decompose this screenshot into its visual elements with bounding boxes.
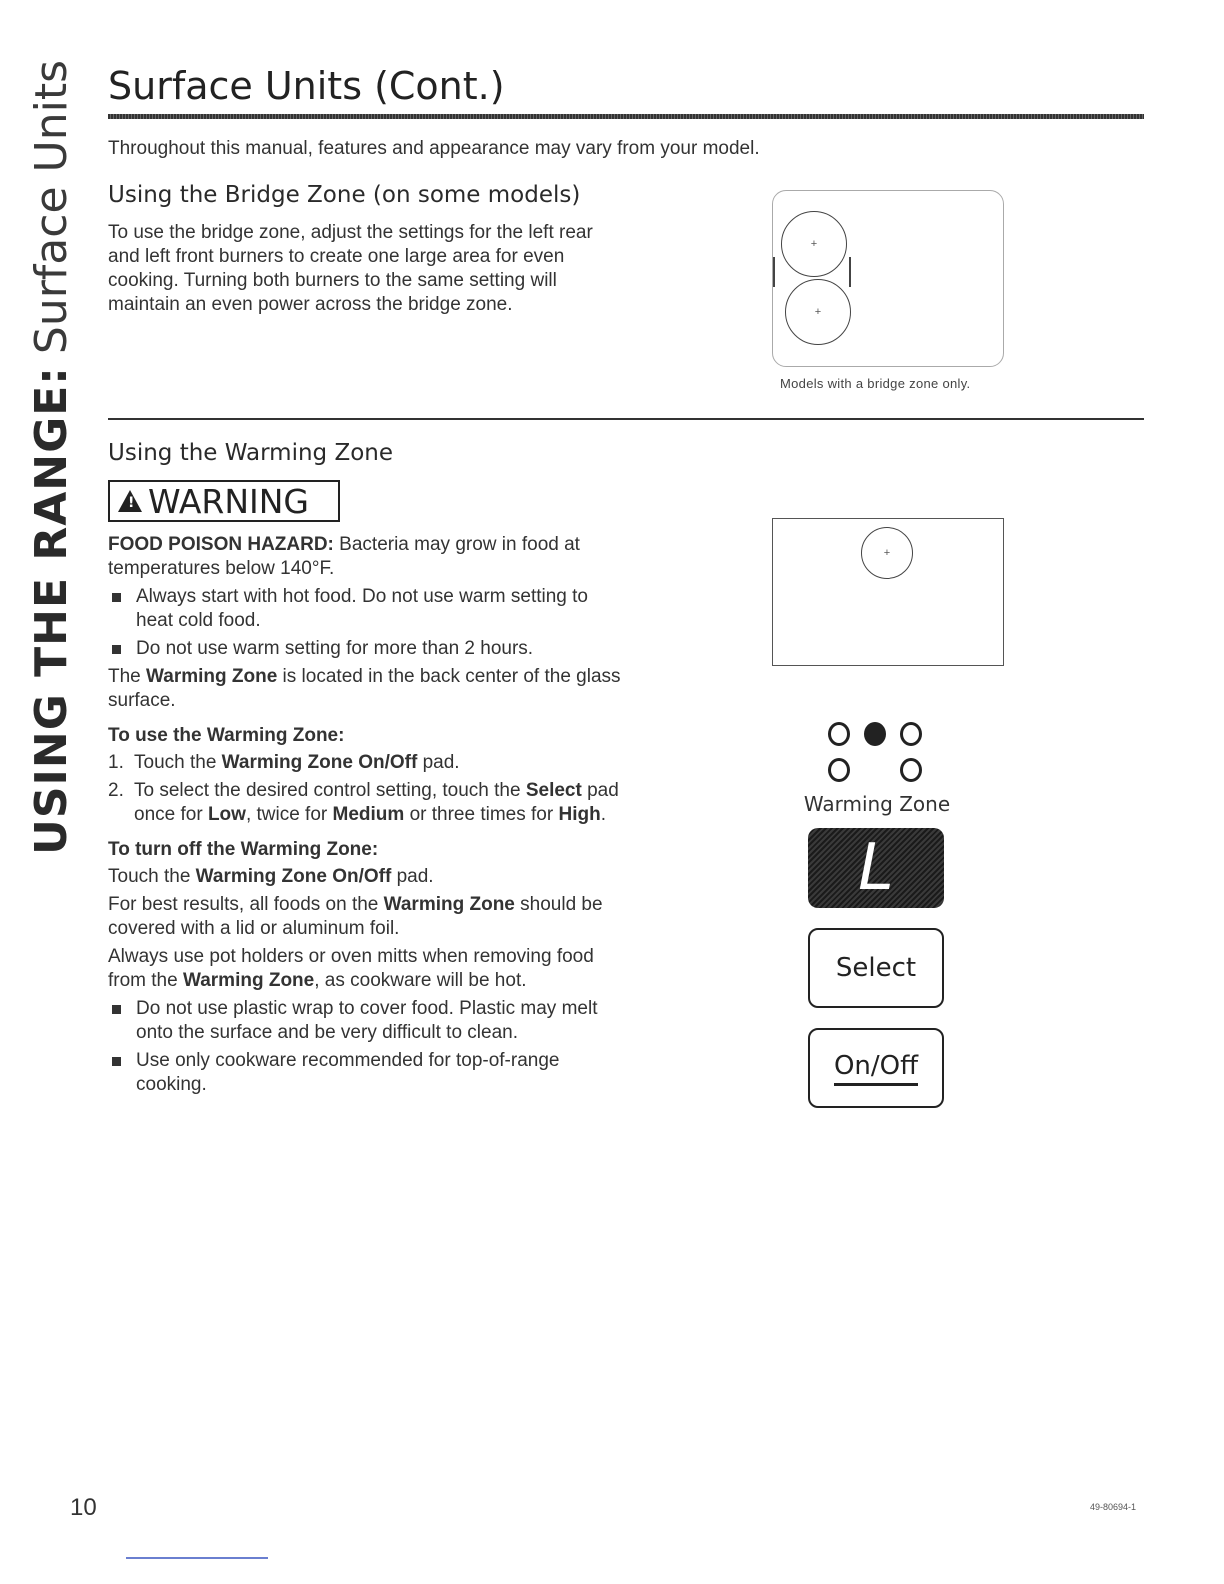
indicator-dot xyxy=(828,722,850,746)
use-heading: To use the Warming Zone: xyxy=(108,725,345,746)
bridge-cooktop-diagram xyxy=(772,190,1004,367)
side-tab-section: USING THE RANGE: xyxy=(25,366,77,855)
off-heading: To turn off the Warming Zone: xyxy=(108,839,379,860)
bridge-diagram-caption: Models with a bridge zone only. xyxy=(780,376,971,391)
location-paragraph: The Warming Zone is located in the back center of the glass surface. xyxy=(108,666,621,711)
hazard-text: Bacteria may grow in food at temperatures below 140°F. xyxy=(108,534,580,579)
warming-zone-circle: + xyxy=(861,527,913,579)
setting-display xyxy=(808,828,944,908)
left-rear-burner: + xyxy=(781,211,847,277)
hazard-paragraph xyxy=(108,533,628,581)
indicator-dot xyxy=(900,758,922,782)
hazard-bullet: Always start with hot food. Do not use warm setting to heat cold food. xyxy=(108,585,628,633)
select-pad[interactable]: Select xyxy=(808,928,944,1008)
warning-text: WARNING xyxy=(148,481,310,521)
caution-bullet: Use only cookware recommended for top-of-range cooking. xyxy=(108,1049,628,1097)
page-title: Surface Units (Cont.) xyxy=(108,64,505,108)
warming-cooktop-diagram xyxy=(772,518,1004,666)
page-number: 10 xyxy=(70,1494,97,1521)
bridge-right-edge xyxy=(849,257,851,287)
warming-zone-body xyxy=(108,533,628,1097)
footer-link-line xyxy=(126,1557,268,1559)
intro-text: Throughout this manual, features and appearance may vary from your model. xyxy=(108,138,760,159)
title-rule xyxy=(108,114,1144,119)
best-results-paragraph: For best results, all foods on the Warming Zone should be covered with a lid or aluminum foil. xyxy=(108,894,603,939)
document-number: 49-80694-1 xyxy=(1090,1502,1137,1512)
pot-holders-paragraph: Always use pot holders or oven mitts when removing food from the Warming Zone, as cookware will be hot. xyxy=(108,946,594,991)
bridge-left-edge xyxy=(773,257,775,287)
section-divider xyxy=(108,418,1144,420)
warming-zone-heading: Using the Warming Zone xyxy=(108,440,394,466)
bridge-zone-text: To use the bridge zone, adjust the settings for the left rear and left front burners to create one large area for even cooking. Turning both burners to the same setting will maintain an even power across the bridge zone. xyxy=(108,222,593,315)
bridge-zone-heading: Using the Bridge Zone (on some models) xyxy=(108,182,581,208)
on-off-label: On/Off xyxy=(834,1051,918,1086)
hazard-bullet: Do not use warm setting for more than 2 hours. xyxy=(108,637,628,661)
warming-zone-label: Warming Zone xyxy=(803,792,951,816)
on-off-pad[interactable] xyxy=(808,1028,944,1108)
side-section-tab xyxy=(20,60,82,855)
hazard-label: FOOD POISON HAZARD: xyxy=(108,534,334,555)
indicator-dot xyxy=(828,758,850,782)
indicator-dot xyxy=(900,722,922,746)
indicator-dot-active xyxy=(864,722,886,746)
step-item: 2. To select the desired control setting, touch the Select pad once for Low, twice for Medium or three times for High. xyxy=(108,780,619,825)
display-value: L xyxy=(858,831,894,905)
side-tab-topic: Surface Units xyxy=(25,60,77,355)
left-front-burner: + xyxy=(785,279,851,345)
off-paragraph: Touch the Warming Zone On/Off pad. xyxy=(108,866,434,887)
caution-bullet: Do not use plastic wrap to cover food. Plastic may melt onto the surface and be very difficult to clean. xyxy=(108,997,628,1045)
warning-triangle-icon: ! xyxy=(118,490,142,512)
step-item: 1. Touch the Warming Zone On/Off pad. xyxy=(108,752,460,773)
warning-label xyxy=(108,480,340,522)
